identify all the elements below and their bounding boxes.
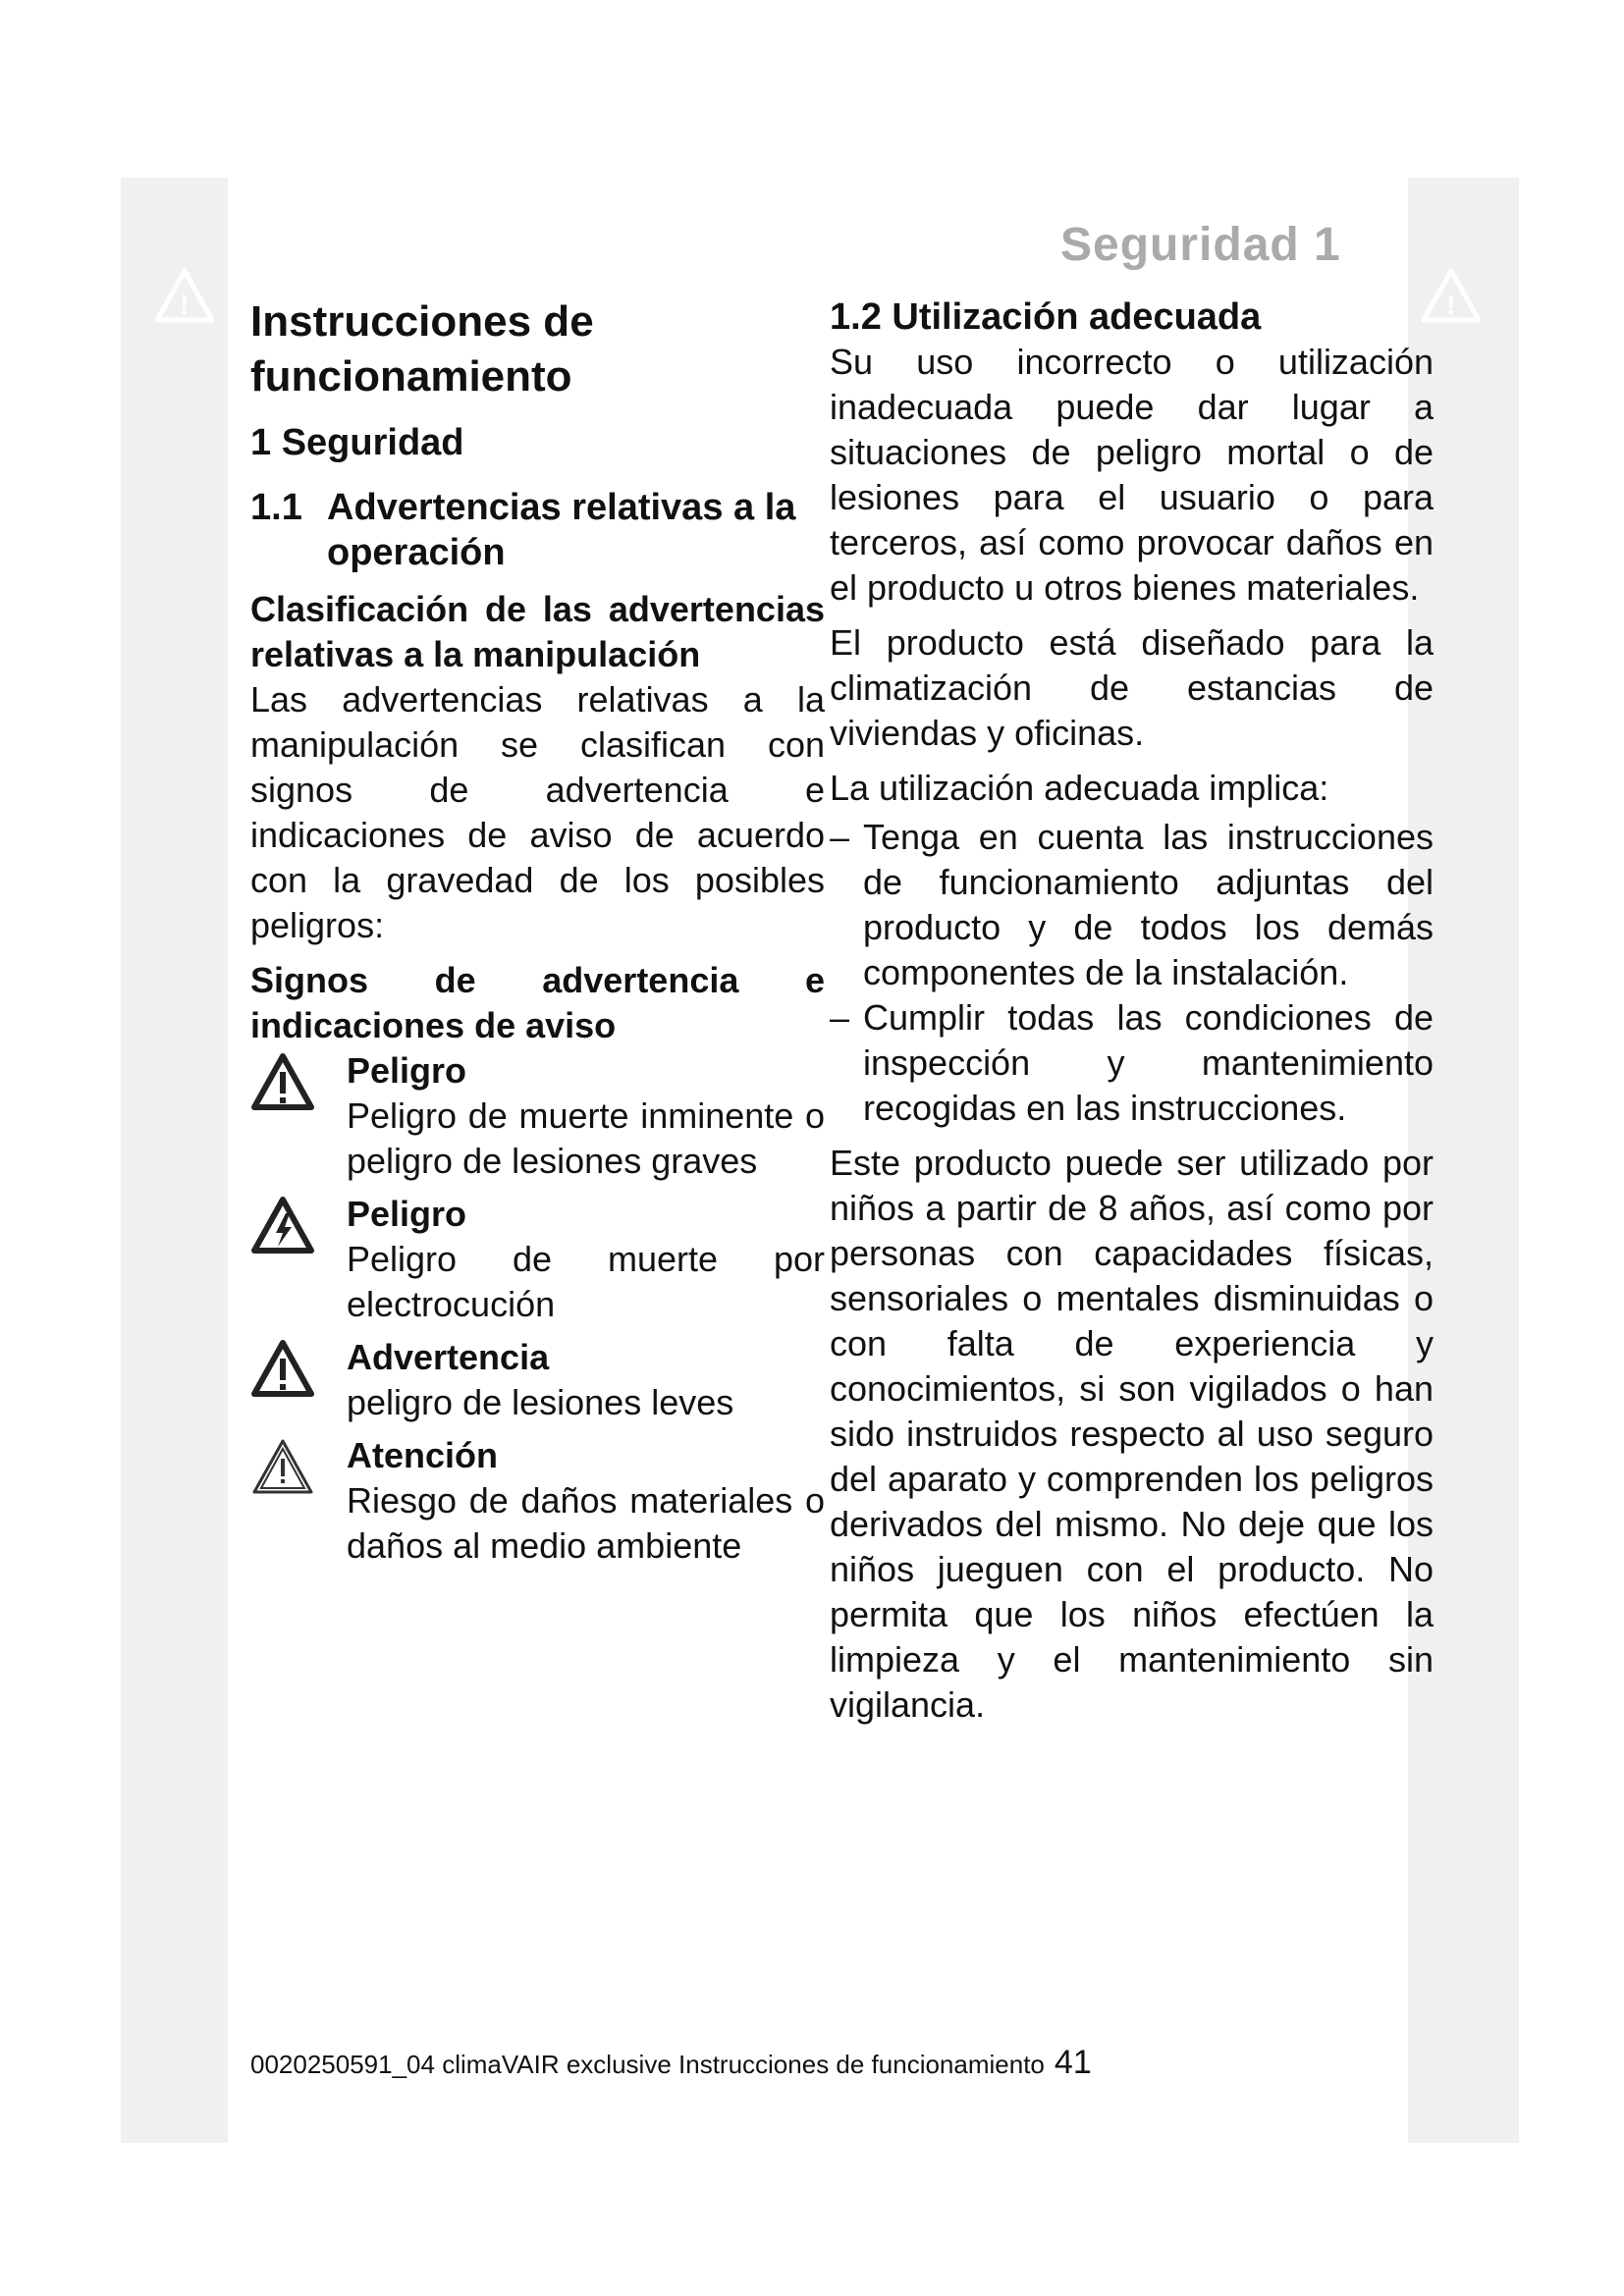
svg-text:!: ! <box>180 290 189 320</box>
section-1-2-heading: 1.2 Utilización adecuada <box>830 296 1262 338</box>
list-item-text: Cumplir todas las condiciones de inspección y mantenimiento recogidas en las instrucciones. <box>863 997 1434 1128</box>
list-item <box>830 815 1434 995</box>
page-title: Instrucciones de funcionamiento <box>250 297 594 400</box>
section-1-2-paragraph-2: El producto está diseñado para la climatización de estancias de viviendas y oficinas. <box>830 622 1434 753</box>
section-1-1-title: Advertencias relativas a la operación <box>327 487 796 573</box>
list-item <box>830 995 1434 1131</box>
classification-body: Las advertencias relativas a la manipulación se clasifican con signos de advertencia e indicaciones de aviso de acuerdo con la gravedad de los posibles peligros: <box>250 679 825 945</box>
section-1-2-paragraph-1: Su uso incorrecto o utilización inadecuada puede dar lugar a situaciones de peligro mortal o de lesiones para el usuario o para terceros, así como provocar daños en el producto u otros bienes materiales. <box>830 342 1434 608</box>
right-column <box>830 294 1434 1728</box>
section-1-2-paragraph-3: La utilización adecuada implica: <box>830 768 1329 808</box>
warning-title: Advertencia <box>347 1337 550 1377</box>
section-1-1-number: 1.1 <box>250 487 302 528</box>
warning-text: peligro de lesiones leves <box>347 1382 734 1422</box>
section-1-2-paragraph-4: Este producto puede ser utilizado por niños a partir de 8 años, así como por personas con capacidades físicas, sensoriales o mentales disminuidas o con falta de experiencia y conocimientos, si son vigilados o han sido instruidos respecto al uso seguro del aparato y comprenden los peligros derivados del mismo. No deje que los niños jueguen con el producto. No permita que los niños efectúen la limpieza y el mantenimiento sin vigilancia. <box>830 1143 1434 1725</box>
warning-title: Peligro <box>347 1194 467 1234</box>
warning-entry-atencion <box>250 1433 825 1569</box>
running-header: Seguridad 1 <box>1060 219 1341 271</box>
warning-text: Peligro de muerte por electrocución <box>347 1239 825 1324</box>
page-number: 41 <box>1054 2044 1092 2081</box>
section-1-1-heading <box>250 485 825 575</box>
section-1-heading: 1 Seguridad <box>250 422 464 463</box>
signs-heading: Signos de advertencia e indicaciones de aviso <box>250 960 825 1045</box>
classification-heading: Clasificación de las advertencias relativas a la manipulación <box>250 589 825 674</box>
warning-title: Peligro <box>347 1050 467 1091</box>
warning-triangle-icon <box>250 1048 347 1116</box>
side-warning-icon-left <box>153 267 216 324</box>
warning-entry-danger <box>250 1048 825 1184</box>
list-dash: – <box>830 997 850 1038</box>
list-dash: – <box>830 817 850 857</box>
svg-text:!: ! <box>1446 290 1456 320</box>
left-column <box>250 294 825 1569</box>
warning-entry-electric <box>250 1192 825 1327</box>
caution-triangle-outline-icon <box>250 1433 347 1501</box>
page-footer <box>250 2045 1092 2082</box>
warning-text: Peligro de muerte inminente o peligro de lesiones graves <box>347 1095 825 1181</box>
warning-triangle-icon <box>250 1335 347 1403</box>
footer-text: 0020250591_04 climaVAIR exclusive Instrucciones de funcionamiento <box>250 2050 1045 2079</box>
list-item-text: Tenga en cuenta las instrucciones de funcionamiento adjuntas del producto y de todos los demás componentes de la instalación. <box>863 817 1434 992</box>
warning-title: Atención <box>347 1435 499 1475</box>
warning-entry-advertencia <box>250 1335 825 1425</box>
electric-warning-triangle-icon <box>250 1192 347 1259</box>
warning-text: Riesgo de daños materiales o daños al medio ambiente <box>347 1480 825 1566</box>
